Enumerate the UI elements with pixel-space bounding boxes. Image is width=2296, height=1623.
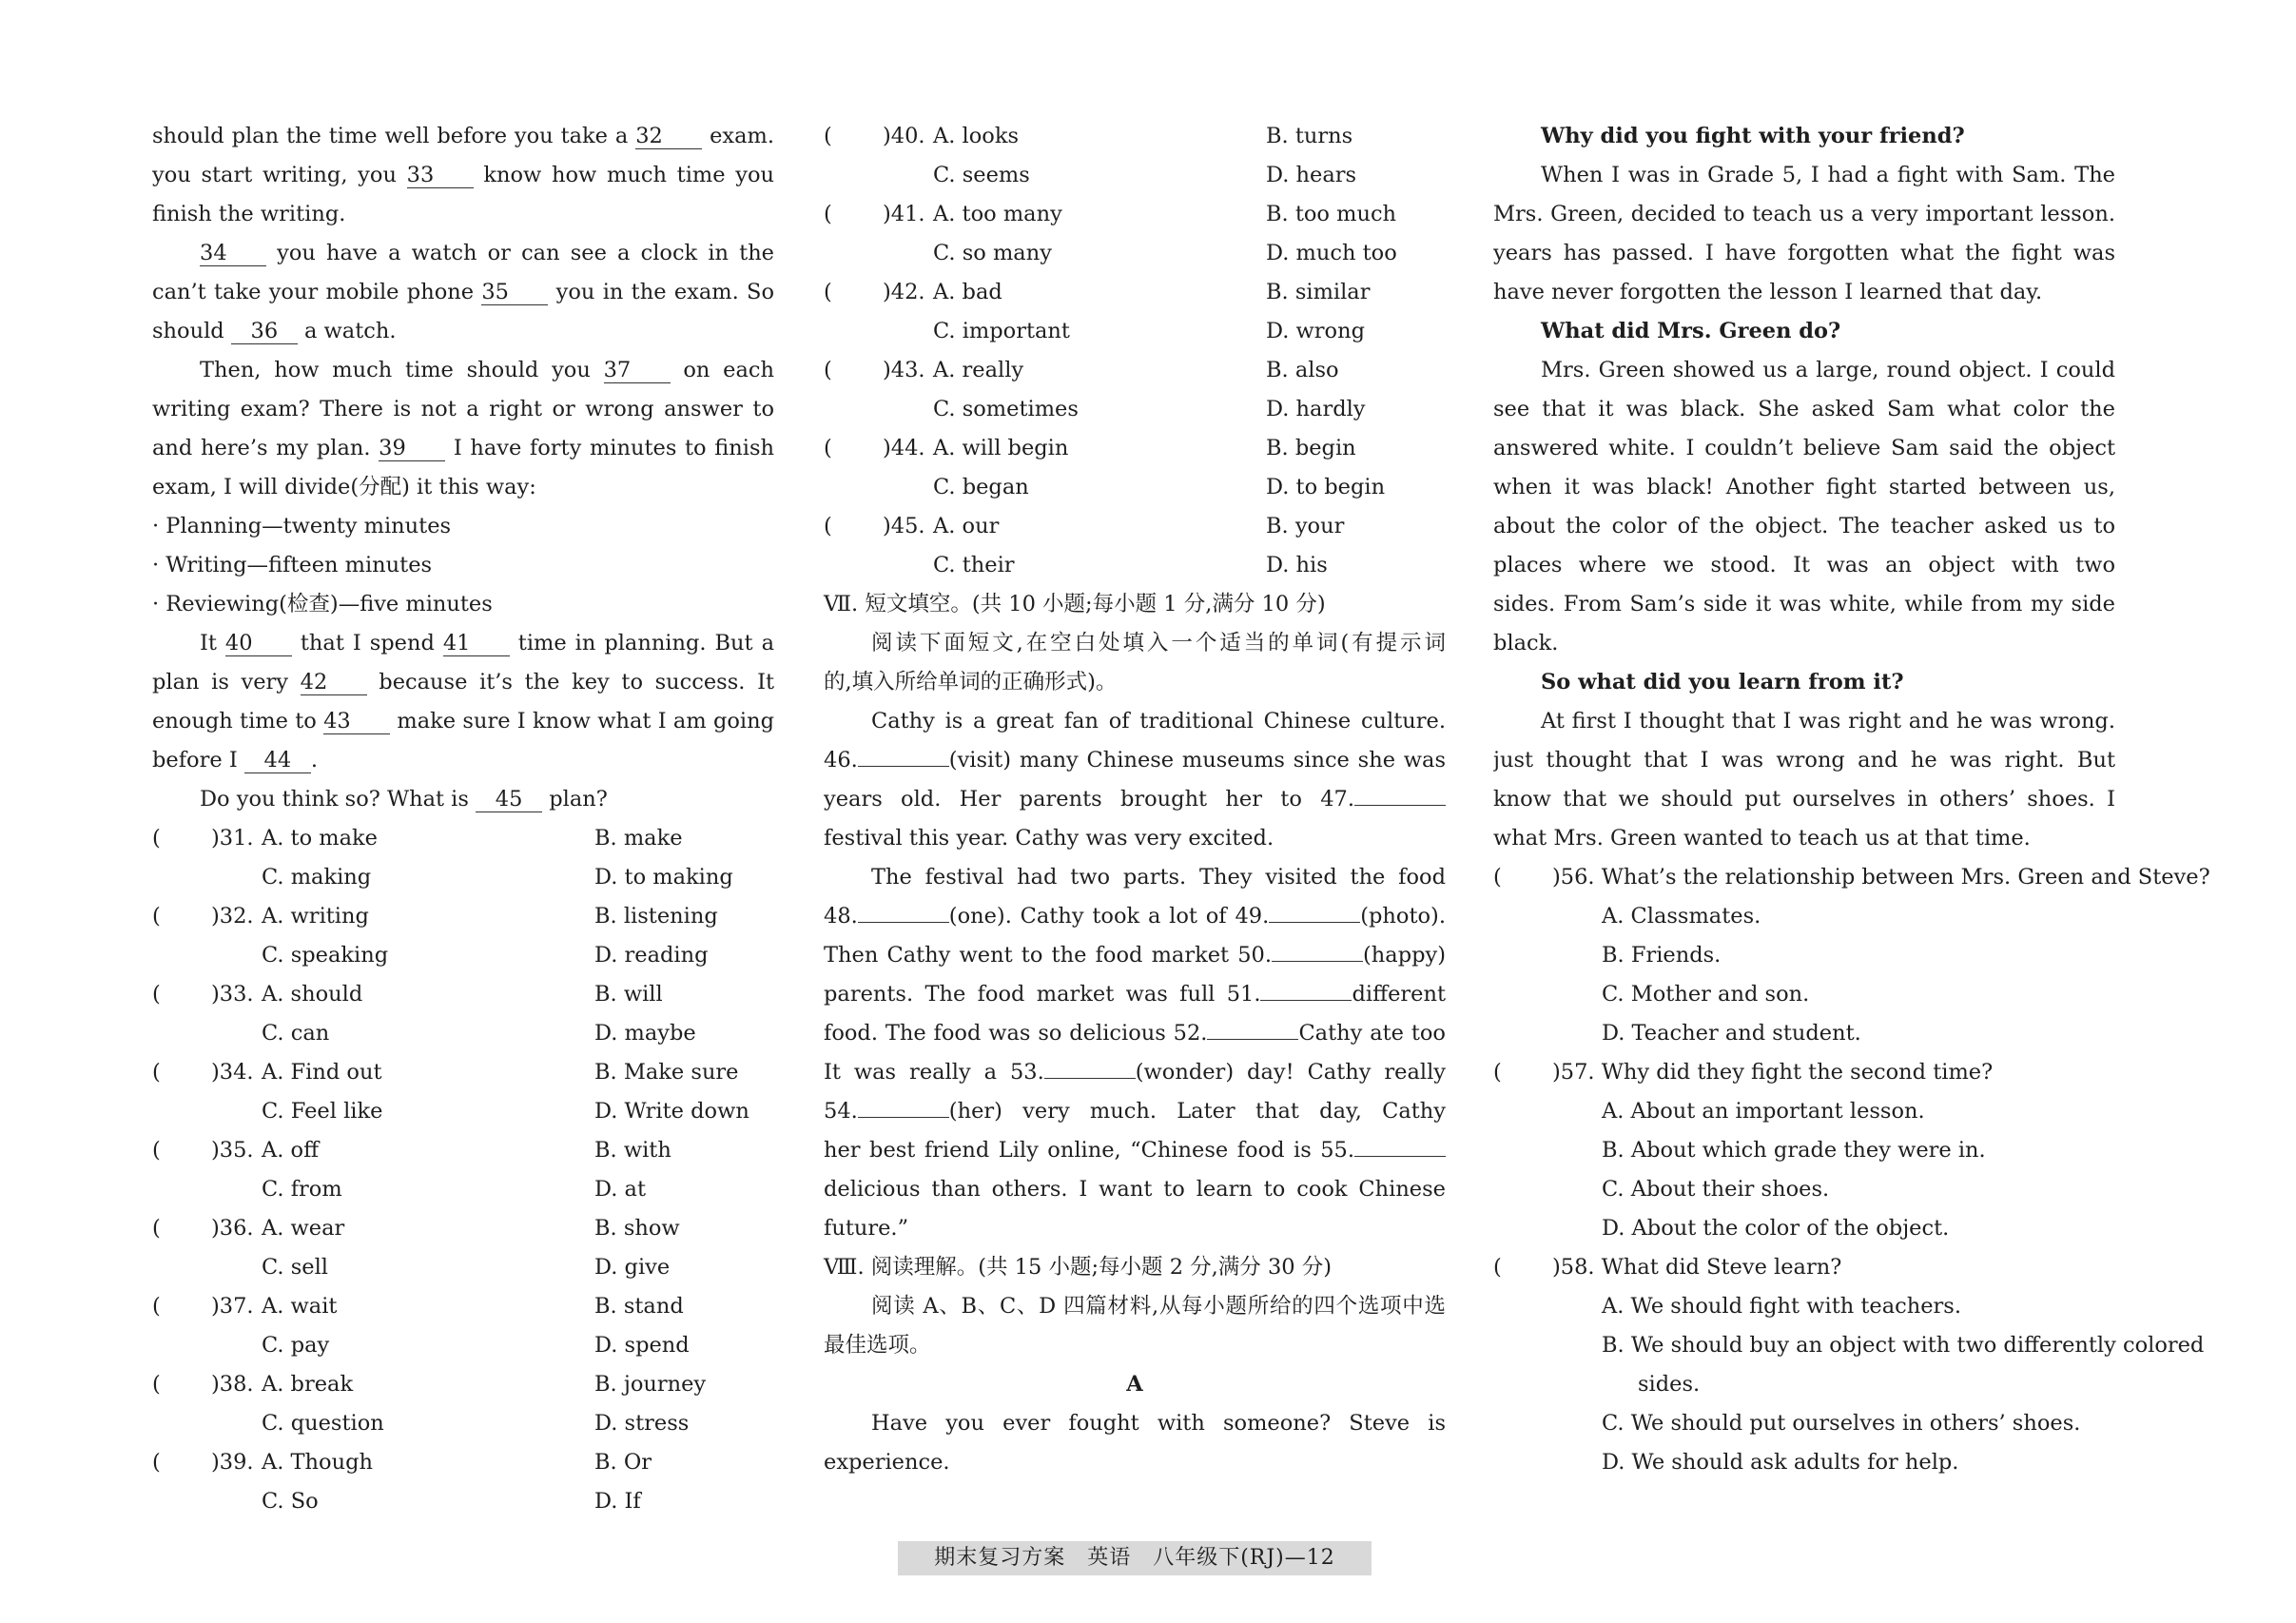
option-d[interactable]: D. hardly xyxy=(1266,397,1366,421)
answer-paren[interactable]: ( xyxy=(824,280,832,304)
answer-paren[interactable]: ( xyxy=(824,436,832,460)
answer-paren[interactable]: ( xyxy=(1493,1060,1502,1085)
option-d[interactable]: D. much too xyxy=(1266,241,1397,265)
question-57: ( )57. Why did they fight the second time? A. About an important lesson. B. About which grade they were in. C. About their shoes. D. About the color of the object. xyxy=(1493,1053,2115,1248)
option-a[interactable]: A. About an important lesson. xyxy=(1602,1099,1925,1124)
bullet-item: · Planning—twenty minutes xyxy=(152,514,452,538)
option-a[interactable]: A. off xyxy=(262,1138,320,1163)
question-39: ( )39. A. Though B. Or C. So D. If xyxy=(152,1443,774,1521)
answer-paren[interactable]: ( xyxy=(152,1294,161,1319)
answer-paren[interactable]: ( xyxy=(824,514,832,538)
blank-43[interactable]: 43 xyxy=(323,709,390,734)
option-a[interactable]: A. We should fight with teachers. xyxy=(1602,1294,1962,1319)
blank-36[interactable]: 36 xyxy=(231,319,298,344)
blank-35[interactable]: 35 xyxy=(481,280,548,305)
section-8-title: Ⅷ. 阅读理解。(共 15 小题;每小题 2 分,满分 30 分) xyxy=(824,1255,1333,1280)
blank-52[interactable] xyxy=(1207,1014,1298,1040)
option-d[interactable]: D. give xyxy=(594,1255,671,1280)
option-d[interactable]: D. maybe xyxy=(594,1021,696,1046)
question-34: ( )34. A. Find out B. Make sure C. Feel like D. Write down xyxy=(152,1053,774,1131)
option-a[interactable]: A. to make xyxy=(262,826,378,851)
passage-line: answered white. I couldn’t believe Sam said the object xyxy=(1493,436,2115,460)
option-c[interactable]: C. seems xyxy=(933,163,1030,187)
blank-49[interactable] xyxy=(1269,897,1360,923)
answer-paren[interactable]: ( xyxy=(152,1216,161,1241)
passage-line: experience. xyxy=(824,1450,950,1475)
option-a[interactable]: A. Classmates. xyxy=(1602,904,1761,929)
text-line: should 36 a watch. xyxy=(152,319,397,343)
blank-50[interactable] xyxy=(1272,936,1363,962)
passage-line: delicious than others. I want to learn to cook Chinese xyxy=(824,1177,1446,1202)
option-c[interactable]: C. speaking xyxy=(262,943,389,968)
text-line: Then, how much time should you 37 on each xyxy=(200,358,774,382)
option-b[interactable]: B. turns xyxy=(1266,124,1353,148)
passage-line: Then Cathy went to the food market 50. (happy) xyxy=(824,936,1446,975)
passage-line: The festival had two parts. They visited the food xyxy=(871,865,1446,890)
option-a[interactable]: A. Though xyxy=(262,1450,373,1475)
option-c[interactable]: C. so many xyxy=(933,241,1052,265)
section-heading: Why did you fight with your friend? xyxy=(1541,124,1965,148)
option-d[interactable]: D. We should ask adults for help. xyxy=(1602,1450,1959,1475)
option-b[interactable]: B. Or xyxy=(594,1450,652,1475)
option-d[interactable]: D. About the color of the object. xyxy=(1602,1216,1950,1241)
blank-34[interactable]: 34 xyxy=(200,241,266,266)
text-line: plan is very 42 because it’s the key to success. It xyxy=(152,670,774,694)
text-line: exam, I will divide(分配) it this way: xyxy=(152,475,536,499)
section-8-instructions: 阅读 A、B、C、D 四篇材料,从每小题所给的四个选项中选 xyxy=(871,1294,1446,1319)
option-c[interactable]: C. We should put ourselves in others’ shoes. xyxy=(1602,1411,2081,1436)
passage-line: have never forgotten the lesson I learned that day. xyxy=(1493,280,2043,304)
option-c[interactable]: C. their xyxy=(933,553,1015,577)
answer-paren[interactable]: ( xyxy=(152,982,161,1007)
answer-paren[interactable]: ( xyxy=(152,1450,161,1475)
option-c[interactable]: C. making xyxy=(262,865,372,890)
blank-33[interactable]: 33 xyxy=(407,163,474,188)
answer-paren[interactable]: ( xyxy=(1493,865,1502,890)
passage-line: 48. (one). Cathy took a lot of 49. (photo). xyxy=(824,897,1446,936)
passage-line: future.” xyxy=(824,1216,909,1241)
blank-32[interactable]: 32 xyxy=(635,124,702,149)
text-line: finish the writing. xyxy=(152,202,346,226)
question-44: ( )44. A. will begin B. begin C. began D. to begin xyxy=(824,429,1446,507)
passage-line: It was really a 53. (wonder) day! Cathy really xyxy=(824,1053,1446,1092)
option-a[interactable]: A. wear xyxy=(262,1216,345,1241)
section-8-instructions: 最佳选项。 xyxy=(824,1333,931,1358)
passage-line: When I was in Grade 5, I had a fight with Sam. The xyxy=(1541,163,2115,187)
option-d[interactable]: D. wrong xyxy=(1266,319,1365,343)
option-b[interactable]: B. Make sure xyxy=(594,1060,739,1085)
text-line: It 40 that I spend 41 time in planning. But a xyxy=(200,631,774,655)
passage-line: know that we should put ourselves in others’ shoes. I xyxy=(1493,787,2115,812)
blank-55[interactable] xyxy=(1354,1131,1446,1157)
option-b[interactable]: B. your xyxy=(1266,514,1345,538)
passage-line: years has passed. I have forgotten what the fight was xyxy=(1493,241,2115,265)
passage-line: Mrs. Green showed us a large, round object. I could xyxy=(1541,358,2115,382)
option-c[interactable]: C. can xyxy=(262,1021,330,1046)
option-c[interactable]: C. important xyxy=(933,319,1070,343)
option-c[interactable]: C. began xyxy=(933,475,1029,499)
blank-54[interactable] xyxy=(858,1092,949,1118)
question-36: ( )36. A. wear B. show C. sell D. give xyxy=(152,1209,774,1287)
question-45: ( )45. A. our B. your C. their D. his xyxy=(824,507,1446,585)
option-c[interactable]: C. Feel like xyxy=(262,1099,383,1124)
option-d[interactable]: D. spend xyxy=(594,1333,690,1358)
blank-41[interactable]: 41 xyxy=(443,631,510,656)
option-d[interactable]: D. his xyxy=(1266,553,1328,577)
option-b[interactable]: B. also xyxy=(1266,358,1339,382)
blank-37[interactable]: 37 xyxy=(604,358,671,383)
option-b[interactable]: B. similar xyxy=(1266,280,1371,304)
answer-paren[interactable]: ( xyxy=(152,1060,161,1085)
option-a[interactable]: A. really xyxy=(933,358,1024,382)
question-38: ( )38. A. break B. journey C. question D. stress xyxy=(152,1365,774,1443)
text-line: before I 44 . xyxy=(152,748,319,772)
passage-line: black. xyxy=(1493,631,1559,655)
option-b[interactable]: B. with xyxy=(594,1138,671,1163)
option-d[interactable]: D. Teacher and student. xyxy=(1602,1021,1861,1046)
bullet-item: · Writing—fifteen minutes xyxy=(152,553,433,577)
option-c[interactable]: C. About their shoes. xyxy=(1602,1177,1830,1202)
option-c[interactable]: C. So xyxy=(262,1489,319,1514)
option-d[interactable]: D. reading xyxy=(594,943,709,968)
question-41: ( )41. A. too many B. too much C. so many D. much too xyxy=(824,195,1446,273)
option-b[interactable]: B. Friends. xyxy=(1602,943,1722,968)
option-a[interactable]: A. our xyxy=(933,514,1000,538)
option-a[interactable]: A. Find out xyxy=(262,1060,382,1085)
section-7-title: Ⅶ. 短文填空。(共 10 小题;每小题 1 分,满分 10 分) xyxy=(824,592,1326,616)
passage-line: see that it was black. She asked Sam what color the xyxy=(1493,397,2115,421)
blank-51[interactable] xyxy=(1260,975,1352,1001)
text-line: should plan the time well before you take a 32 exam. xyxy=(152,124,774,148)
option-d[interactable]: D. hears xyxy=(1266,163,1357,187)
answer-paren[interactable]: ( xyxy=(152,904,161,929)
option-d[interactable]: D. to making xyxy=(594,865,733,890)
option-b[interactable]: B. listening xyxy=(594,904,718,929)
option-b[interactable]: B. too much xyxy=(1266,202,1397,226)
question-35: ( )35. A. off B. with C. from D. at xyxy=(152,1131,774,1209)
option-c[interactable]: C. question xyxy=(262,1411,384,1436)
passage-line: her best friend Lily online, “Chinese food is 55. xyxy=(824,1131,1446,1170)
passage-line: just thought that I was wrong and he was right. But xyxy=(1493,748,2115,772)
option-a[interactable]: A. too many xyxy=(933,202,1062,226)
passage-line: 54. (her) very much. Later that day, Cathy xyxy=(824,1092,1446,1131)
left-column xyxy=(152,117,774,1521)
passage-line: when it was black! Another fight started between us, xyxy=(1493,475,2115,499)
passage-line: Mrs. Green, decided to teach us a very important lesson. xyxy=(1493,202,2115,226)
option-d[interactable]: D. stress xyxy=(594,1411,690,1436)
section-heading: So what did you learn from it? xyxy=(1541,670,1904,694)
option-c[interactable]: C. sell xyxy=(262,1255,328,1280)
question-33: ( )33. A. should B. will C. can D. maybe xyxy=(152,975,774,1053)
question-42: ( )42. A. bad B. similar C. important D. wrong xyxy=(824,273,1446,351)
option-d[interactable]: D. at xyxy=(594,1177,646,1202)
text-line: you start writing, you 33 know how much time you xyxy=(152,163,774,187)
option-b[interactable]: B. make xyxy=(594,826,683,851)
text-line: 34 you have a watch or can see a clock in the xyxy=(200,241,774,265)
passage-line: about the color of the object. The teacher asked us to xyxy=(1493,514,2115,538)
option-a[interactable]: A. should xyxy=(262,982,363,1007)
section-7-instructions: 的,填入所给单词的正确形式)。 xyxy=(824,670,1118,694)
question-31: ( )31. A. to make B. make C. making D. to making xyxy=(152,819,774,897)
passage-line: years old. Her parents brought her to 47. xyxy=(824,780,1446,819)
option-b[interactable]: B. show xyxy=(594,1216,680,1241)
blank-39[interactable]: 39 xyxy=(379,436,445,461)
option-c[interactable]: C. sometimes xyxy=(933,397,1079,421)
option-c[interactable]: C. pay xyxy=(262,1333,330,1358)
option-c[interactable]: C. from xyxy=(262,1177,342,1202)
option-b[interactable]: B. About which grade they were in. xyxy=(1602,1138,1986,1163)
text-line: can’t take your mobile phone 35 you in the exam. So xyxy=(152,280,774,304)
answer-paren[interactable]: ( xyxy=(152,826,161,851)
passage-line: parents. The food market was full 51. different xyxy=(824,975,1446,1014)
text-line: enough time to 43 make sure I know what I am going xyxy=(152,709,774,733)
option-b[interactable]: B. stand xyxy=(594,1294,684,1319)
answer-paren[interactable]: ( xyxy=(824,358,832,382)
question-58: ( )58. What did Steve learn? A. We should fight with teachers. B. We should buy an object with two differently colored sides. C. We should put ourselves in others’ shoes. D. We should ask adults for help. xyxy=(1493,1248,2115,1482)
right-column xyxy=(1493,117,2210,1482)
option-a[interactable]: A. will begin xyxy=(933,436,1069,460)
blank-48[interactable] xyxy=(858,897,949,923)
answer-paren[interactable]: ( xyxy=(152,1138,161,1163)
option-b-continued: sides. xyxy=(1638,1372,1701,1397)
answer-paren[interactable]: ( xyxy=(152,1372,161,1397)
option-a[interactable]: A. bad xyxy=(933,280,1002,304)
question-40: ( )40. A. looks B. turns C. seems D. hears xyxy=(824,117,1446,195)
blank-47[interactable] xyxy=(1354,780,1446,806)
blank-53[interactable] xyxy=(1044,1053,1136,1079)
text-line: and here’s my plan. 39 I have forty minutes to finish xyxy=(152,436,774,460)
passage-line: At first I thought that I was right and he was wrong. xyxy=(1541,709,2115,733)
passage-line: Cathy is a great fan of traditional Chinese culture. xyxy=(871,709,1446,733)
question-37: ( )37. A. wait B. stand C. pay D. spend xyxy=(152,1287,774,1365)
option-c[interactable]: C. Mother and son. xyxy=(1602,982,1810,1007)
option-a[interactable]: A. writing xyxy=(262,904,369,929)
blank-40[interactable]: 40 xyxy=(225,631,292,656)
passage-label: A xyxy=(1126,1372,1143,1397)
option-b[interactable]: B. We should buy an object with two differently colored xyxy=(1602,1333,2205,1358)
bullet-item: · Reviewing(检查)—five minutes xyxy=(152,592,493,616)
answer-paren[interactable]: ( xyxy=(1493,1255,1502,1280)
section-heading: What did Mrs. Green do? xyxy=(1541,319,1841,343)
passage-line: places where we stood. It was an object with two xyxy=(1493,553,2115,577)
option-d[interactable]: D. If xyxy=(594,1489,641,1514)
passage-line: sides. From Sam’s side it was white, while from my side xyxy=(1493,592,2115,616)
section-7-instructions: 阅读下面短文,在空白处填入一个适当的单词(有提示词 xyxy=(871,631,1446,655)
question-43: ( )43. A. really B. also C. sometimes D. hardly xyxy=(824,351,1446,429)
blank-46[interactable] xyxy=(858,741,949,767)
option-b[interactable]: B. begin xyxy=(1266,436,1356,460)
option-a[interactable]: A. break xyxy=(262,1372,354,1397)
passage-line: food. The food was so delicious 52. Cathy ate too xyxy=(824,1014,1446,1053)
question-56: ( )56. What’s the relationship between Mrs. Green and Steve? A. Classmates. B. Friends. C. Mother and son. D. Teacher and student. xyxy=(1493,858,2115,1053)
passage-line: 46. (visit) many Chinese museums since she was xyxy=(824,741,1446,780)
text-line: Do you think so? What is 45 plan? xyxy=(200,787,608,812)
page-footer: 期末复习方案 英语 八年级下(RJ)—12 xyxy=(898,1541,1372,1575)
answer-paren[interactable]: ( xyxy=(824,202,832,226)
question-32: ( )32. A. writing B. listening C. speaking D. reading xyxy=(152,897,774,975)
middle-column xyxy=(824,117,1446,1482)
blank-42[interactable]: 42 xyxy=(301,670,367,695)
blank-44[interactable]: 44 xyxy=(244,748,311,773)
text-line: writing exam? There is not a right or wrong answer to xyxy=(152,390,774,429)
option-d[interactable]: D. Write down xyxy=(594,1099,749,1124)
option-b[interactable]: B. will xyxy=(594,982,663,1007)
answer-paren[interactable]: ( xyxy=(824,124,832,148)
option-a[interactable]: A. wait xyxy=(262,1294,338,1319)
option-a[interactable]: A. looks xyxy=(933,124,1020,148)
option-d[interactable]: D. to begin xyxy=(1266,475,1386,499)
passage-line: what Mrs. Green wanted to teach us at that time. xyxy=(1493,826,2031,851)
passage-line: Have you ever fought with someone? Steve is xyxy=(871,1411,1446,1436)
blank-45[interactable]: 45 xyxy=(476,787,542,812)
option-b[interactable]: B. journey xyxy=(594,1372,707,1397)
passage-line: festival this year. Cathy was very excited. xyxy=(824,826,1274,851)
